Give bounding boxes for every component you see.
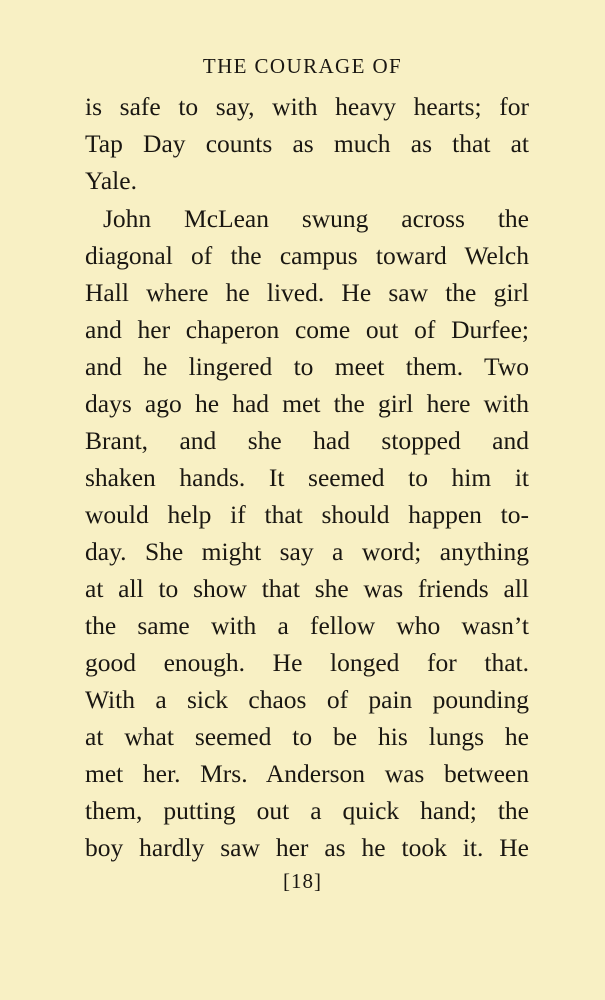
text-line: shaken hands. It seemed to him it bbox=[85, 463, 529, 492]
text-line: diagonal of the campus toward Welch bbox=[85, 241, 529, 270]
text-line: boy hardly saw her as he took it. He bbox=[85, 833, 529, 862]
text-line: Yale. bbox=[85, 166, 137, 195]
running-head: THE COURAGE OF bbox=[202, 54, 403, 78]
page-number: [18] bbox=[283, 869, 322, 893]
body-text bbox=[85, 88, 529, 866]
text-line: good enough. He longed for that. bbox=[85, 648, 529, 677]
text-line: them, putting out a quick hand; the bbox=[85, 796, 529, 825]
text-line: Hall where he lived. He saw the girl bbox=[85, 278, 529, 307]
text-line: and her chaperon come out of Durfee; bbox=[85, 315, 529, 344]
text-line: is safe to say, with heavy hearts; for bbox=[85, 92, 529, 121]
text-line: and he lingered to meet them. Two bbox=[85, 352, 529, 381]
text-line: days ago he had met the girl here with bbox=[85, 389, 529, 418]
text-line: at what seemed to be his lungs he bbox=[85, 722, 529, 751]
text-line: the same with a fellow who wasn’t bbox=[85, 611, 529, 640]
text-line: Tap Day counts as much as that at bbox=[85, 129, 529, 158]
text-line: Brant, and she had stopped and bbox=[85, 426, 529, 455]
text-line: With a sick chaos of pain pounding bbox=[85, 685, 529, 714]
text-line: met her. Mrs. Anderson was between bbox=[85, 759, 529, 788]
text-line: John McLean swung across the bbox=[103, 204, 529, 233]
text-line: would help if that should happen to- bbox=[85, 500, 529, 529]
text-line: at all to show that she was friends all bbox=[85, 574, 529, 603]
text-line: day. She might say a word; anything bbox=[85, 537, 529, 566]
